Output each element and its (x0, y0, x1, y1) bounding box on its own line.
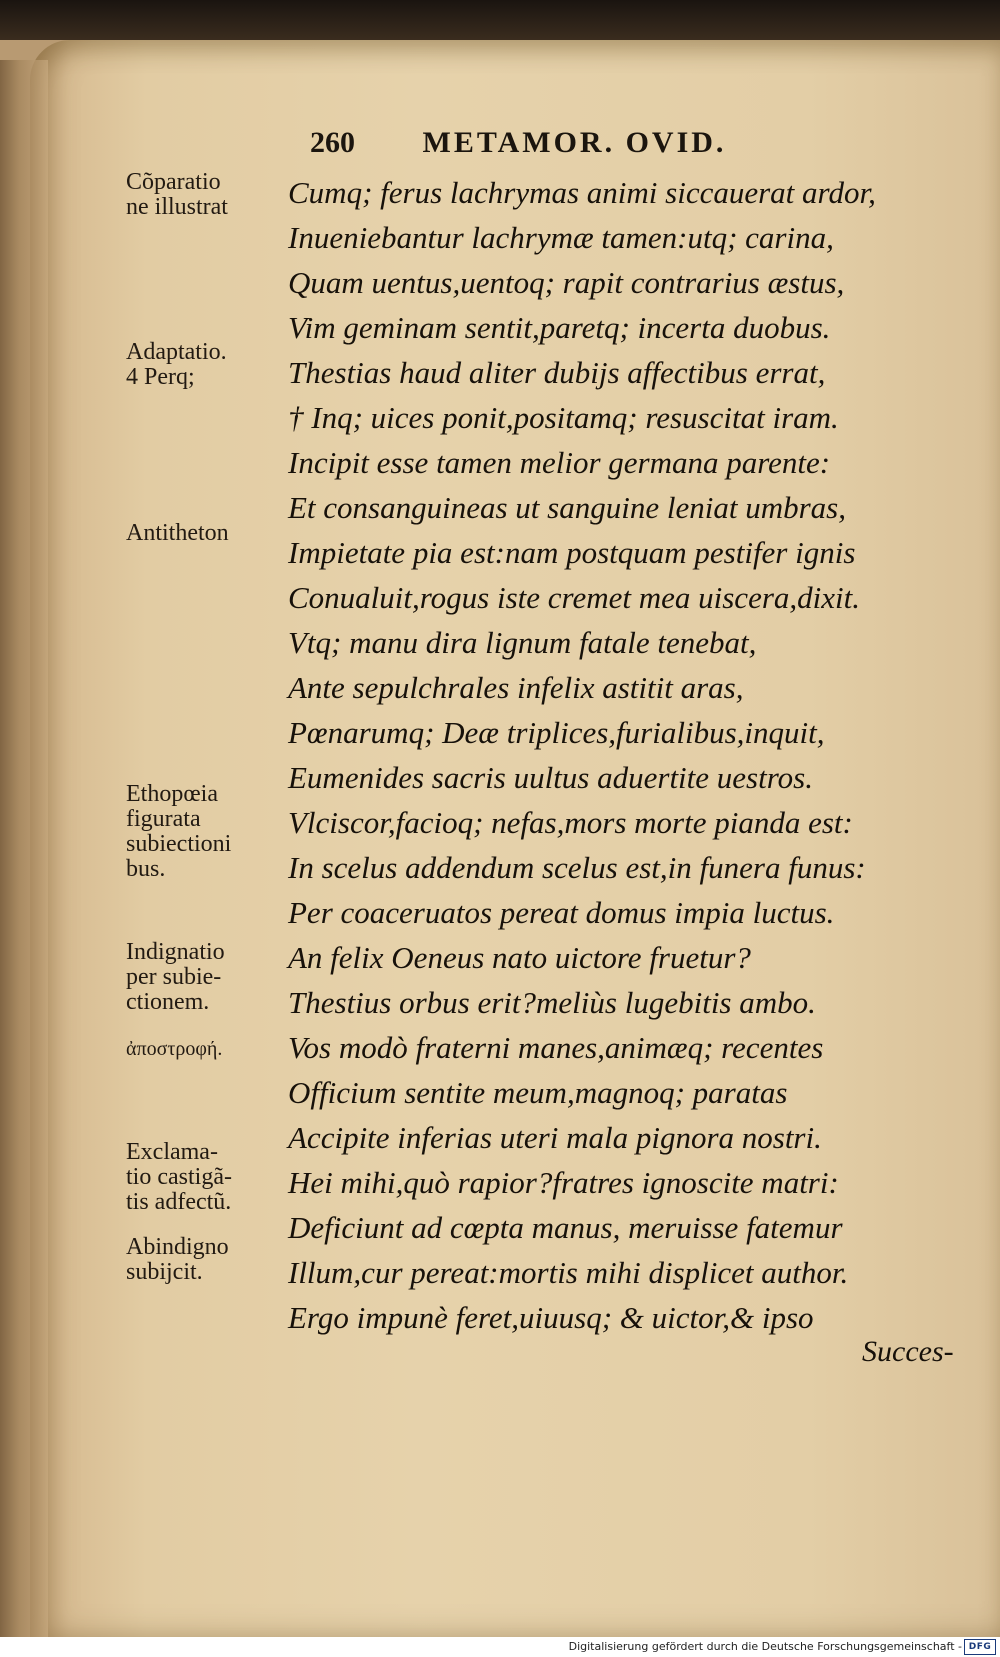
catchword: Succes- (862, 1335, 954, 1368)
marginal-note: Adaptatio. 4 Perq; (126, 339, 227, 390)
verse-line: Impietate pia est:nam postquam pestifer ignis (288, 535, 856, 570)
verse-line: Vim geminam sentit,paretq; incerta duobus. (288, 310, 831, 345)
verse-line: † Inq; uices ponit,positamq; resuscitat iram. (288, 400, 839, 435)
verse-line: Thestias haud aliter dubijs affectibus errat, (288, 355, 826, 390)
verse-line: Illum,cur pereat:mortis mihi displicet author. (288, 1255, 849, 1290)
verse-line: Accipite inferias uteri mala pignora nostri. (288, 1120, 822, 1155)
marginal-note: Indignatio per subie- ctionem. (126, 939, 225, 1015)
verse-line: Et consanguineas ut sanguine leniat umbras, (288, 490, 846, 525)
marginal-note: Antitheton (126, 520, 229, 546)
verse-line: In scelus addendum scelus est,in funera funus: (288, 850, 866, 885)
marginal-note: Ethopœia figurata subiectioni bus. (126, 781, 232, 882)
verse-text (288, 170, 876, 1340)
verse-line: Quam uentus,uentoq; rapit contrarius æstus, (288, 265, 845, 300)
scan-top-border (0, 0, 1000, 40)
marginal-note: ἀποστροφή. (126, 1038, 223, 1060)
marginal-note: Cõparatio ne illustrat (126, 169, 228, 220)
marginal-note: Exclama- tio castigã- tis adfectũ. (126, 1139, 232, 1215)
verse-line: Conualuit,rogus iste cremet mea uiscera,dixit. (288, 580, 860, 615)
verse-line: Incipit esse tamen melior germana parente: (288, 445, 831, 480)
verse-line: Thestius orbus erit?meliùs lugebitis ambo. (288, 985, 816, 1020)
verse-line: Inueniebantur lachrymæ tamen:utq; carina, (288, 220, 834, 255)
dfg-logo: DFG (964, 1639, 996, 1655)
page-header (310, 126, 726, 160)
verse-line: Per coaceruatos pereat domus impia luctus. (288, 895, 835, 930)
verse-line: Vtq; manu dira lignum fatale tenebat, (288, 625, 757, 660)
funding-credit: Digitalisierung gefördert durch die Deutsche Forschungsgemeinschaft - (568, 1640, 962, 1653)
verse-line: Eumenides sacris uultus aduertite uestros. (288, 760, 813, 795)
verse-line: Ante sepulchrales infelix astitit aras, (288, 670, 744, 705)
verse-line: Officium sentite meum,magnoq; paratas (288, 1075, 788, 1110)
verse-line: Deficiunt ad cœpta manus, meruisse fatemur (288, 1210, 843, 1245)
verse-line: Cumq; ferus lachrymas animi siccauerat ardor, (288, 175, 876, 210)
verse-line: Pœnarumq; Deæ triplices,furialibus,inquit, (288, 715, 825, 750)
book-gutter (0, 60, 48, 1637)
verse-line: Vos modò fraterni manes,animæq; recentes (288, 1030, 824, 1065)
running-title: METAMOR. OVID. (422, 126, 727, 159)
verse-line: Hei mihi,quò rapior?fratres ignoscite matri: (288, 1165, 839, 1200)
verse-line: An felix Oeneus nato uictore fruetur? (288, 940, 751, 975)
marginal-note: Abindigno subijcit. (126, 1234, 229, 1285)
verse-line: Vlciscor,facioq; nefas,mors morte pianda est: (288, 805, 853, 840)
page-number: 260 (310, 126, 355, 159)
verse-line: Ergo impunè feret,uiuusq; & uictor,& ipso (288, 1300, 814, 1335)
